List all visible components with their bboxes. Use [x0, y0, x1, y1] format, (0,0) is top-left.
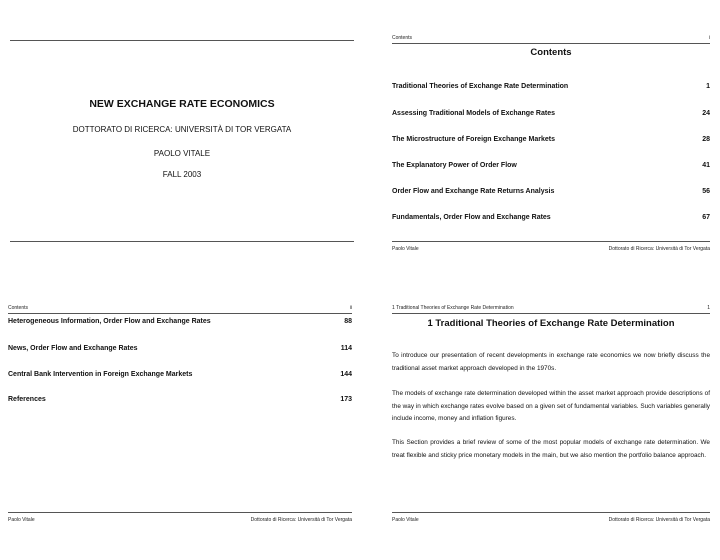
toc-entry-title: Central Bank Intervention in Foreign Exchange Markets [8, 371, 193, 378]
footer-right: Dottorato di Ricerca: Università di Tor Vergata [608, 517, 710, 523]
contents-heading: Contents [530, 47, 572, 58]
toc-entry[interactable] [8, 371, 352, 381]
footer-rule [392, 512, 710, 513]
body-paragraph: To introduce our presentation of recent developments in exchange rate economics we now briefly discuss the traditional asset market approach developed in the 1970s. [392, 352, 710, 372]
top-rule [10, 40, 354, 41]
toc-entry[interactable] [392, 110, 710, 120]
term-label: FALL 2003 [162, 170, 202, 179]
toc-entry-page: 173 [340, 396, 352, 403]
toc-entry-page: 144 [340, 371, 352, 378]
toc-entry[interactable] [8, 318, 352, 328]
toc-entry-title: Heterogeneous Information, Order Flow and Exchange Rates [8, 318, 211, 325]
header-left: Contents [392, 35, 413, 41]
toc-entry-page: 41 [702, 162, 710, 169]
toc-entry-title: The Microstructure of Foreign Exchange Markets [392, 136, 555, 143]
toc-entry[interactable] [8, 345, 352, 355]
program-name: DOTTORATO DI RICERCA: UNIVERSITÀ DI TOR VERGATA [72, 125, 292, 134]
toc-entry-page: 67 [702, 214, 710, 221]
toc-entry-page: 28 [702, 136, 710, 143]
header-rule [392, 313, 710, 314]
toc-entry-page: 114 [340, 345, 352, 352]
header-right: ii [349, 305, 352, 311]
header-rule [8, 313, 352, 314]
section-heading: 1 Traditional Theories of Exchange Rate Determination [427, 318, 675, 329]
footer-rule [8, 512, 352, 513]
toc-entry-title: Order Flow and Exchange Rate Returns Analysis [392, 188, 555, 195]
toc-entry-title: References [8, 396, 46, 403]
toc-entry-title: The Explanatory Power of Order Flow [392, 162, 517, 169]
slide-title-page [10, 20, 354, 284]
toc-entry-title: Assessing Traditional Models of Exchange Rates [392, 110, 555, 117]
toc-entry[interactable] [392, 188, 710, 198]
footer-left: Paolo Vitale [8, 517, 35, 523]
toc-entry-page: 56 [702, 188, 710, 195]
footer-right: Dottorato di Ricerca: Università di Tor Vergata [608, 246, 710, 252]
footer-right: Dottorato di Ricerca: Università di Tor Vergata [250, 517, 352, 523]
header-rule [392, 43, 710, 44]
header-right: i [708, 35, 710, 41]
footer-left: Paolo Vitale [392, 517, 419, 523]
toc-entry-title: News, Order Flow and Exchange Rates [8, 345, 138, 352]
toc-entry-page: 88 [344, 318, 352, 325]
toc-entry[interactable] [392, 162, 710, 172]
toc-entry[interactable] [392, 136, 710, 146]
author-name: PAOLO VITALE [153, 149, 211, 158]
slide-contents-i [366, 12, 710, 276]
bottom-rule [10, 241, 354, 242]
footer-left: Paolo Vitale [392, 246, 419, 252]
slide-section-1 [366, 296, 710, 560]
toc-entry[interactable] [392, 83, 710, 93]
footer-rule [392, 241, 710, 242]
body-paragraph: The models of exchange rate determination developed within the asset market approach provide descriptions of the way in which exchange rates evolve based on a given set of fundamental variables. Such variables generally include income, money and inflation figures. [392, 390, 710, 422]
toc-entry-title: Fundamentals, Order Flow and Exchange Rates [392, 214, 551, 221]
header-left: Contents [8, 305, 29, 311]
toc-entry[interactable] [8, 396, 352, 406]
toc-entry-page: 24 [702, 110, 710, 117]
document-title: NEW EXCHANGE RATE ECONOMICS [89, 98, 275, 110]
toc-entry-page: 1 [706, 83, 710, 90]
toc-entry[interactable] [392, 214, 710, 224]
header-left: 1 Traditional Theories of Exchange Rate Determination [392, 305, 514, 311]
toc-entry-title: Traditional Theories of Exchange Rate Determination [392, 83, 569, 90]
header-right: 1 [707, 305, 710, 311]
body-paragraph: This Section provides a brief review of some of the most popular models of exchange rate determination. We treat flexible and sticky price monetary models in the main, but we also mention the portfolio balance approach. [392, 439, 710, 459]
slide-contents-ii [8, 296, 352, 560]
